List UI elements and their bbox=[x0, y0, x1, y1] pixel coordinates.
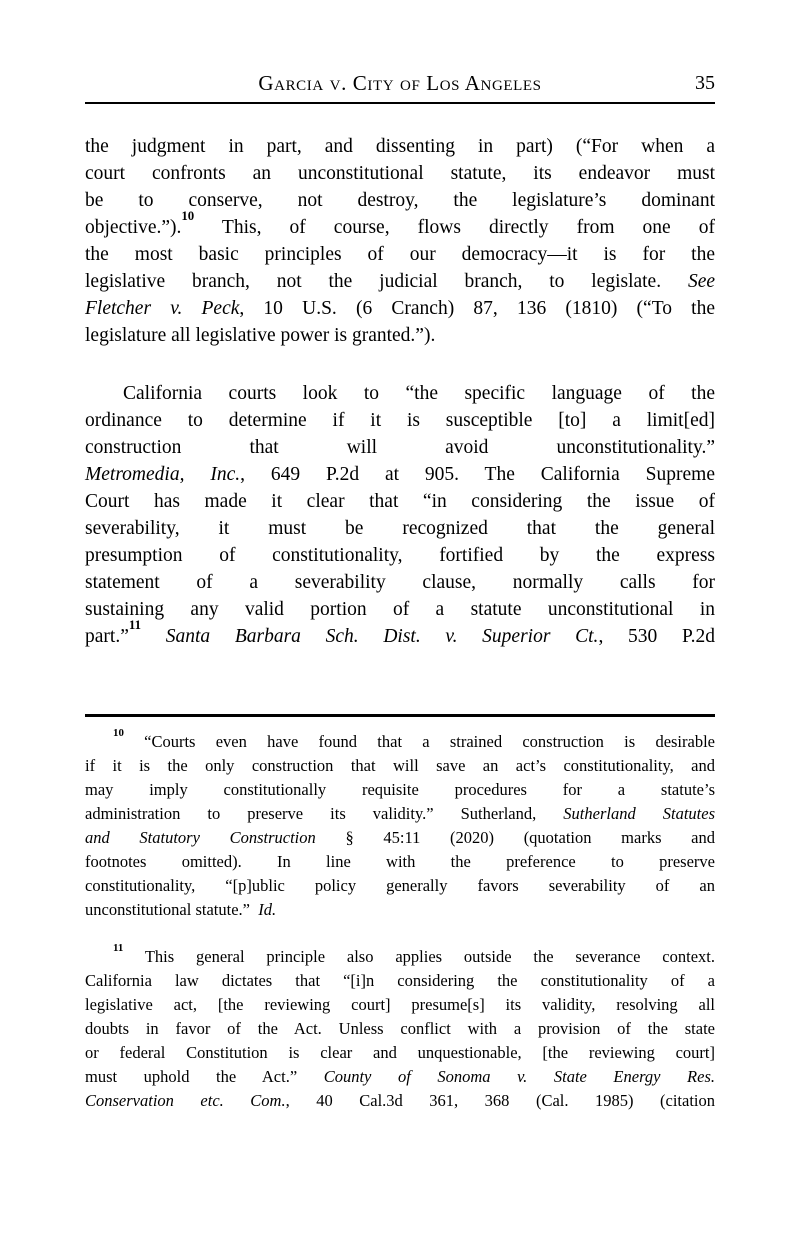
italic-text: Santa Barbara Sch. Dist. v. Superior Ct. bbox=[165, 626, 599, 647]
text-segment: severability, it must be recognized that the general bbox=[85, 518, 715, 539]
text-line bbox=[85, 488, 715, 515]
text-line bbox=[85, 596, 715, 623]
text-segment: if it is the only construction that will save an act’s constitutionality, and bbox=[85, 756, 715, 775]
italic-text: Metromedia, Inc. bbox=[85, 464, 241, 485]
text-line bbox=[85, 826, 715, 850]
footnote-reference: 10 bbox=[113, 726, 124, 739]
footnote bbox=[85, 726, 716, 922]
text-line bbox=[85, 407, 715, 434]
text-line bbox=[85, 515, 715, 542]
text-line bbox=[85, 941, 715, 969]
text-line bbox=[85, 898, 715, 922]
text-segment: construction that will avoid unconstitutionality.” bbox=[85, 437, 715, 458]
text-line bbox=[85, 1041, 715, 1065]
text-line bbox=[85, 542, 715, 569]
text-segment: the most basic principles of our democracy—it is for the bbox=[85, 244, 715, 265]
text-line bbox=[85, 569, 715, 596]
text-segment: be to conserve, not destroy, the legislature’s dominant bbox=[85, 190, 715, 211]
text-line bbox=[85, 322, 715, 349]
footnote-separator-rule bbox=[85, 714, 715, 717]
text-line bbox=[85, 802, 715, 826]
page-header bbox=[85, 70, 715, 104]
text-segment: unconstitutional statute.” bbox=[85, 900, 259, 919]
footnote-reference: 11 bbox=[128, 617, 142, 632]
text-segment: Court has made it clear that “in considering the issue of bbox=[85, 491, 715, 512]
footnote-reference: 11 bbox=[113, 941, 124, 954]
text-line bbox=[85, 993, 715, 1017]
text-segment: This general principle also applies outside the severance context. bbox=[123, 947, 715, 966]
body-paragraph bbox=[85, 133, 715, 349]
text-line bbox=[85, 1065, 715, 1089]
text-segment: , 649 P.2d at 905. The California Supreme bbox=[240, 464, 715, 485]
text-line bbox=[85, 850, 715, 874]
running-head-case-title: Garcia v. City of Los Angeles bbox=[258, 71, 542, 95]
text-segment: constitutionality, “[p]ublic policy generally favors severability of an bbox=[85, 876, 715, 895]
text-segment: court confronts an unconstitutional statute, its endeavor must bbox=[85, 163, 715, 184]
text-segment: doubts in favor of the Act. Unless conflict with a provision of the state bbox=[85, 1019, 715, 1038]
text-segment: § 45:11 (2020) (quotation marks and bbox=[315, 828, 716, 847]
text-line bbox=[85, 726, 715, 754]
text-line bbox=[85, 754, 715, 778]
text-segment: California law dictates that “[i]n considering the constitutionality of a bbox=[85, 971, 715, 990]
text-line bbox=[85, 160, 715, 187]
footnote-reference: 10 bbox=[181, 208, 195, 223]
italic-text: Fletcher v. Peck bbox=[85, 298, 240, 319]
text-segment: sustaining any valid portion of a statute unconstitutional in bbox=[85, 599, 715, 620]
text-line bbox=[85, 778, 715, 802]
text-segment: statement of a severability clause, normally calls for bbox=[85, 572, 715, 593]
text-segment: administration to preserve its validity.” Sutherland, bbox=[85, 804, 564, 823]
italic-text: Conservation etc. Com. bbox=[85, 1091, 286, 1110]
italic-text: See bbox=[687, 271, 715, 292]
body-paragraph bbox=[85, 380, 715, 650]
text-segment: part.” bbox=[85, 626, 129, 647]
text-line bbox=[85, 1089, 715, 1113]
text-segment bbox=[141, 626, 166, 647]
italic-text: and Statutory Construction bbox=[85, 828, 316, 847]
text-segment: California courts look to “the specific language of the bbox=[123, 383, 715, 404]
text-segment: objective.”). bbox=[85, 217, 182, 238]
text-line bbox=[85, 874, 715, 898]
text-segment: must uphold the Act.” bbox=[85, 1067, 324, 1086]
footnote bbox=[85, 941, 715, 1113]
italic-text: Sutherland Statutes bbox=[563, 804, 715, 823]
text-line bbox=[85, 380, 715, 407]
text-line bbox=[85, 208, 715, 241]
italic-text: County of Sonoma v. State Energy Res. bbox=[323, 1067, 715, 1086]
text-segment: This, of course, flows directly from one of bbox=[194, 217, 715, 238]
text-segment: legislature all legislative power is granted.”). bbox=[85, 325, 436, 346]
page-number: 35 bbox=[695, 72, 715, 94]
header-rule bbox=[85, 102, 715, 104]
footnotes-section bbox=[85, 726, 716, 1113]
text-line bbox=[85, 187, 715, 214]
opinion-body bbox=[85, 133, 715, 650]
text-segment: ordinance to determine if it is susceptible [to] a limit[ed] bbox=[85, 410, 715, 431]
text-segment: legislative act, [the reviewing court] presume[s] its validity, resolving all bbox=[85, 995, 715, 1014]
text-line bbox=[85, 969, 715, 993]
text-line bbox=[85, 295, 715, 322]
text-segment: legislative branch, not the judicial branch, to legislate. bbox=[85, 271, 688, 292]
running-head bbox=[85, 70, 715, 97]
text-segment: the judgment in part, and dissenting in part) (“For when a bbox=[85, 136, 715, 157]
text-segment: footnotes omitted). In line with the preference to preserve bbox=[85, 852, 715, 871]
text-segment: “Courts even have found that a strained construction is desirable bbox=[123, 732, 715, 751]
text-line bbox=[85, 434, 715, 461]
text-line bbox=[85, 241, 715, 268]
text-segment: may imply constitutionally requisite procedures for a statute’s bbox=[85, 780, 715, 799]
italic-text: Id. bbox=[258, 900, 277, 919]
text-segment: , 40 Cal.3d 361, 368 (Cal. 1985) (citation bbox=[285, 1091, 715, 1110]
text-segment: or federal Constitution is clear and unquestionable, [the reviewing court] bbox=[85, 1043, 715, 1062]
text-line bbox=[85, 133, 715, 160]
text-segment: , 10 U.S. (6 Cranch) 87, 136 (1810) (“To the bbox=[239, 298, 715, 319]
text-line bbox=[85, 1017, 715, 1041]
text-segment: , 530 P.2d bbox=[598, 626, 716, 647]
text-line bbox=[85, 461, 715, 488]
text-line bbox=[85, 268, 715, 295]
text-line bbox=[85, 617, 716, 650]
text-segment: presumption of constitutionality, fortified by the express bbox=[85, 545, 715, 566]
